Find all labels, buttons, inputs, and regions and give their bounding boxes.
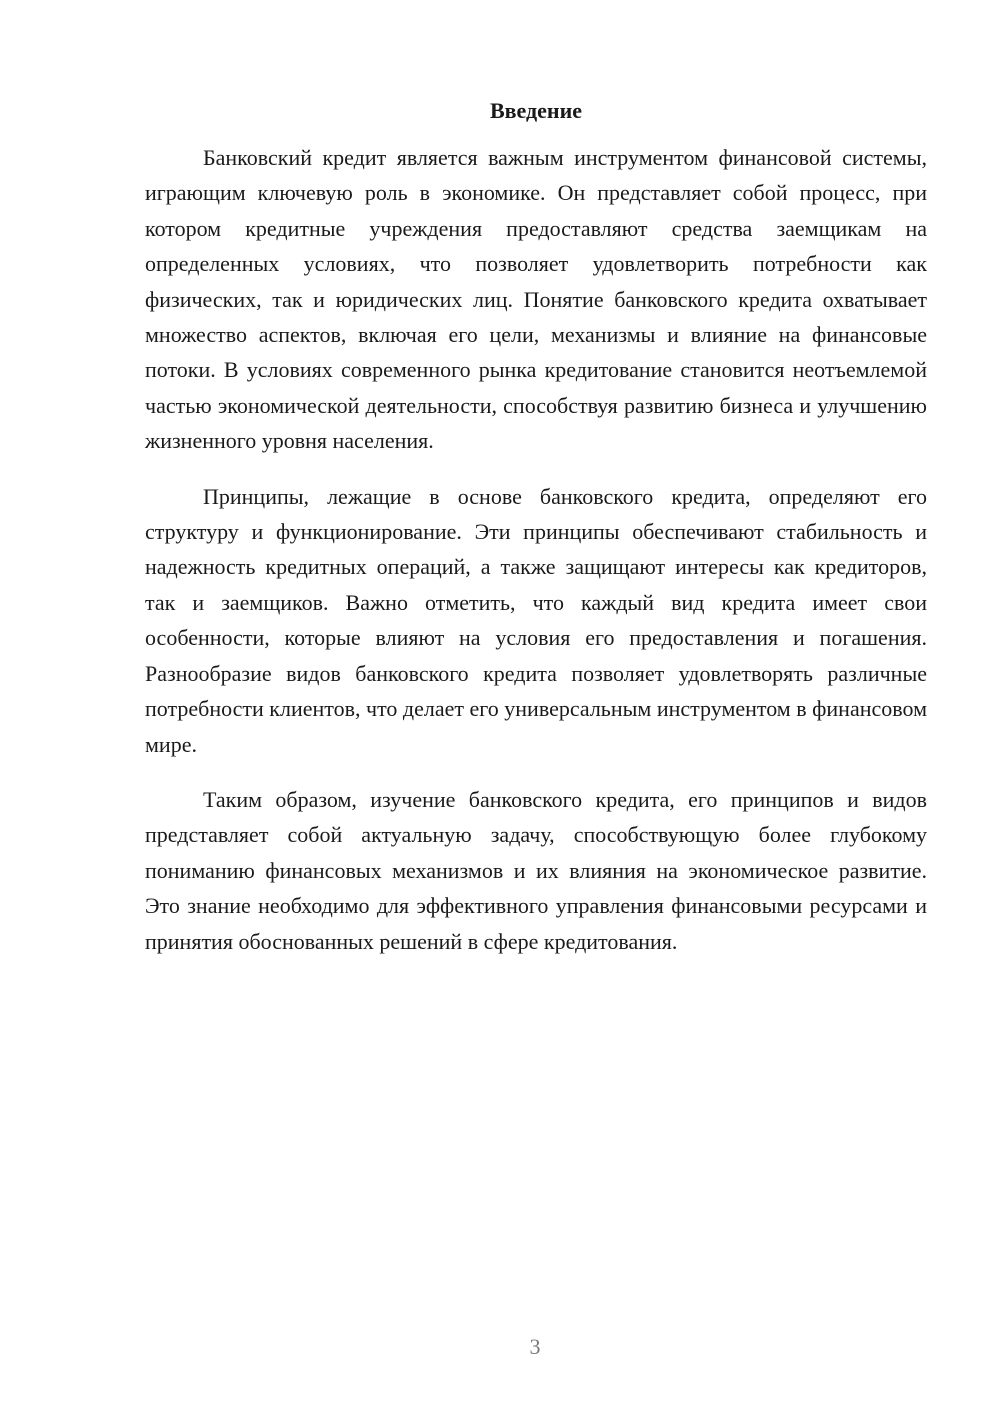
paragraph-1: Банковский кредит является важным инструментом финансовой системы, играющим ключевую роль в экономике. Он представляет собой процесс, при котором кредитные учреждения предоставляют средства заемщикам на определенных условиях, что позволяет удовлетворить потребности как физических, так и юридических лиц. Понятие банковского кредита охватывает множество аспектов, включая его цели, механизмы и влияние на финансовые потоки. В условиях современного рынка кредитование становится неотъемлемой частью экономической деятельности, способствуя развитию бизнеса и улучшению жизненного уровня населения. [145, 145, 927, 454]
document-body [145, 96, 927, 959]
page-number: 3 [529, 1334, 541, 1359]
section-heading: Введение [489, 98, 583, 123]
paragraph-2: Принципы, лежащие в основе банковского кредита, определяют его структуру и функционирование. Эти принципы обеспечивают стабильность и надежность кредитных операций, а также защищают интересы как кредиторов, так и заемщиков. Важно отметить, что каждый вид кредита имеет свои особенности, которые влияют на условия его предоставления и погашения. Разнообразие видов банковского кредита позволяет удовлетворять различные потребности клиентов, что делает его универсальным инструментом в финансовом мире. [145, 483, 927, 757]
paragraph-3: Таким образом, изучение банковского кредита, его принципов и видов представляет собой актуальную задачу, способствующую более глубокому пониманию финансовых механизмов и их влияния на экономическое развитие. Это знание необходимо для эффективного управления финансовыми ресурсами и принятия обоснованных решений в сфере кредитования. [145, 786, 927, 954]
